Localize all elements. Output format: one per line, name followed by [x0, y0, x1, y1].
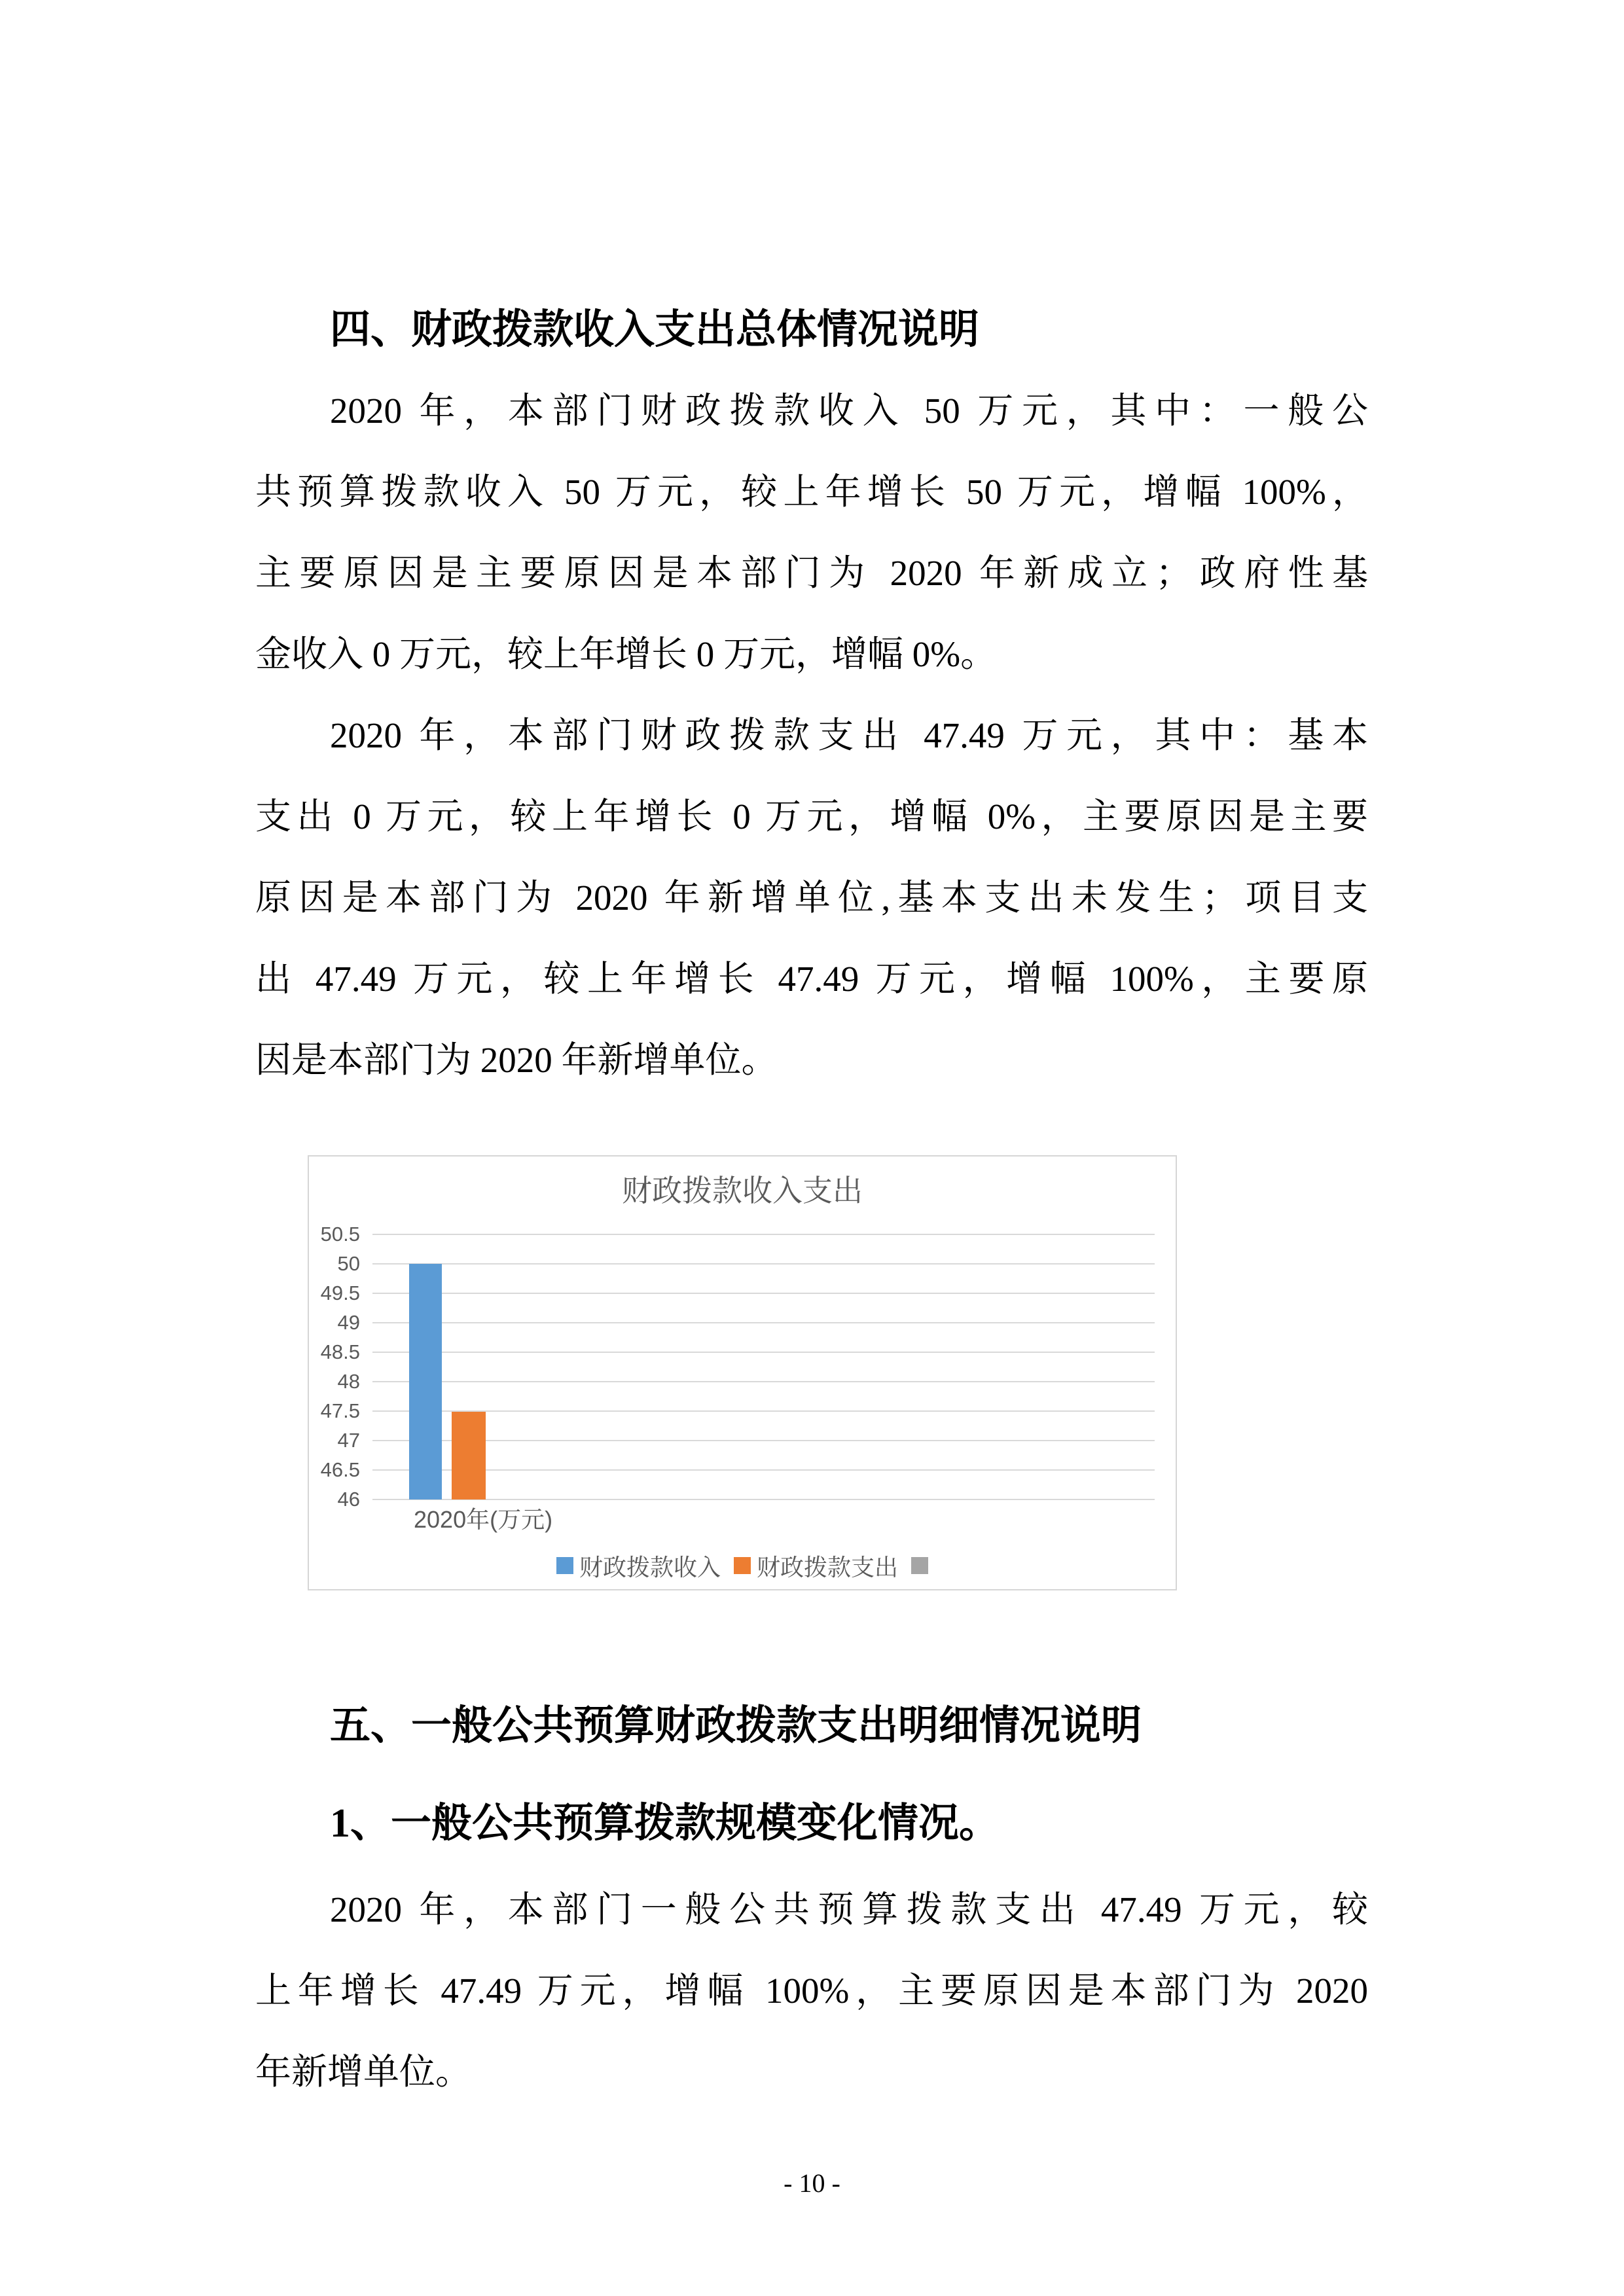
paragraph-line: 金收入 0 万元，较上年增长 0 万元，增幅 0%。: [255, 634, 997, 674]
legend-item-财政拨款支出: [734, 1549, 898, 1583]
legend-swatch-icon: [734, 1557, 751, 1574]
paragraph-line: 2020 年，本部门一般公共预算拨款支出 47.49 万元，较: [330, 1890, 1368, 1929]
y-axis-tick-label: 50.5: [320, 1223, 360, 1246]
y-axis-tick-label: 46: [337, 1488, 360, 1511]
paragraph-line: 原因是本部门为 2020 年新增单位,基本支出未发生；项目支: [255, 878, 1368, 918]
y-axis-tick-label: 49: [337, 1311, 360, 1334]
fiscal-appropriation-chart: [308, 1155, 1177, 1590]
gridline: [372, 1440, 1155, 1441]
y-axis-tick-label: 47: [337, 1429, 360, 1452]
gridline: [372, 1410, 1155, 1412]
x-axis-category-label: 2020年(万元): [414, 1506, 553, 1533]
section5-heading-block: [255, 1685, 1368, 1767]
y-axis-tick-label: 47.5: [320, 1399, 360, 1422]
section5-paragraph: [255, 1869, 1368, 2113]
y-axis-tick-label: 49.5: [320, 1282, 360, 1304]
section5-subheading: 1、一般公共预算拨款规模变化情况。: [330, 1801, 1000, 1846]
page-number: - 10 -: [784, 2168, 840, 2198]
gridline: [372, 1263, 1155, 1265]
bar-财政拨款收入: [409, 1264, 442, 1499]
gridline: [372, 1352, 1155, 1353]
legend-swatch-icon: [911, 1557, 928, 1574]
chart-legend: [309, 1549, 1176, 1582]
y-axis-tick-label: 48.5: [320, 1340, 360, 1363]
section4-heading: 四、财政拨款收入支出总体情况说明: [330, 308, 980, 352]
gridline: [372, 1234, 1155, 1235]
y-axis-tick-label: 46.5: [320, 1458, 360, 1481]
paragraph-line: 支出 0 万元，较上年增长 0 万元，增幅 0%，主要原因是主要: [255, 797, 1368, 836]
legend-swatch-icon: [556, 1557, 573, 1574]
legend-item-财政拨款收入: [556, 1549, 721, 1583]
y-axis-tick-label: 48: [337, 1370, 360, 1393]
paragraph-line: 上年增长 47.49 万元，增幅 100%，主要原因是本部门为 2020: [255, 1971, 1368, 2011]
paragraph-line: 年新增单位。: [255, 2052, 472, 2092]
section5-heading: 五、一般公共预算财政拨款支出明细情况说明: [330, 1704, 1142, 1748]
legend-label: 财政拨款收入: [579, 1553, 721, 1581]
paragraph-line: 因是本部门为 2020 年新增单位。: [255, 1040, 778, 1080]
paragraph-line: 2020 年，本部门财政拨款支出 47.49 万元，其中：基本: [330, 715, 1368, 755]
chart-title: 财政拨款收入支出: [622, 1174, 863, 1208]
gridline: [372, 1322, 1155, 1323]
paragraph-line: 出 47.49 万元，较上年增长 47.49 万元，增幅 100%，主要原: [255, 959, 1368, 999]
gridline: [372, 1499, 1155, 1500]
bar-财政拨款支出: [452, 1412, 486, 1499]
legend-item-empty: [911, 1557, 928, 1574]
paragraph-line: 2020 年，本部门财政拨款收入 50 万元，其中：一般公: [330, 391, 1368, 431]
y-axis-tick-label: 50: [337, 1252, 360, 1275]
section-fiscal-overview: [255, 289, 1368, 1101]
paragraph-line: 主要原因是主要原因是本部门为 2020 年新成立；政府性基: [255, 553, 1368, 593]
legend-label: 财政拨款支出: [757, 1553, 899, 1581]
gridline: [372, 1293, 1155, 1294]
paragraph-line: 共预算拨款收入 50 万元，较上年增长 50 万元，增幅 100%，: [255, 472, 1368, 512]
gridline: [372, 1381, 1155, 1382]
gridline: [372, 1469, 1155, 1471]
section5-subheading-block: [255, 1783, 1368, 1864]
